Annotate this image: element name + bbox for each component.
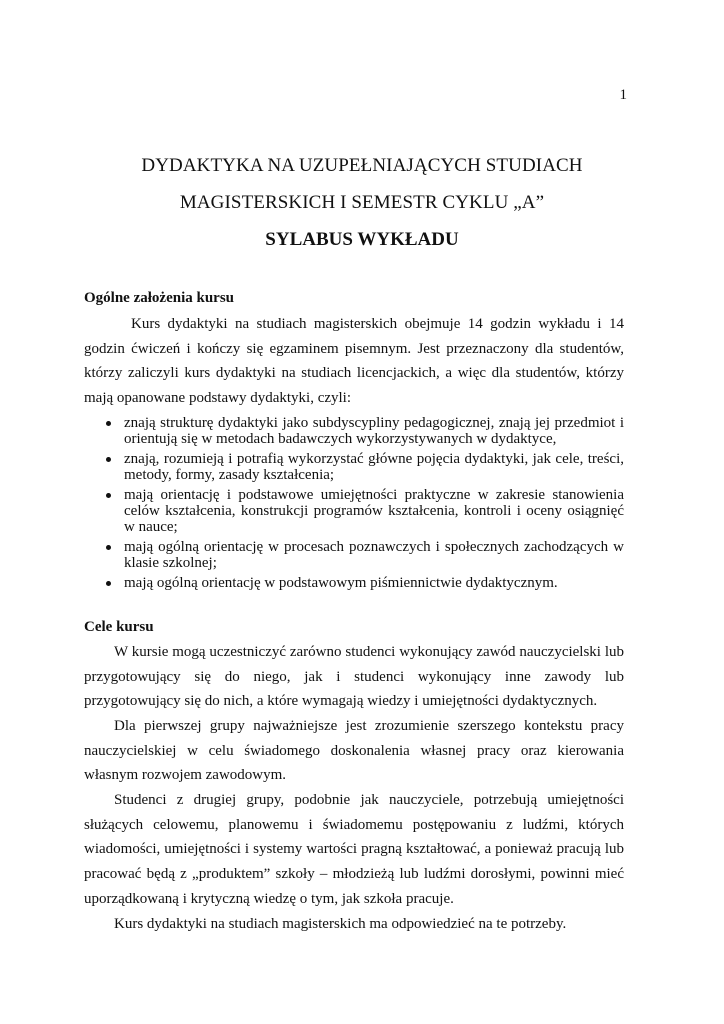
list-item (84, 575, 624, 591)
spacer (84, 595, 624, 617)
bullet-list (84, 415, 624, 591)
goals-paragraph-1: W kursie mogą uczestniczyć zarówno studenci wykonujący zawód nauczycielski lub przygotowujący się do niego, jak i studenci wykonujący inne zawody lub przygotowujący się do nich, a które wymagają wiedzy i umiejętności dydaktycznych. (84, 643, 624, 710)
list-item-text: mają ogólną orientację w podstawowym piśmiennictwie dydaktycznym. (124, 574, 558, 591)
list-item (84, 539, 624, 571)
bullet-icon (106, 581, 111, 586)
list-item (84, 451, 624, 483)
page-number: 1 (619, 87, 627, 103)
list-item-text: mają ogólną orientację w procesach poznawczych i społecznych zachodzących w klasie szkolnej; (124, 538, 624, 571)
list-item-text: znają strukturę dydaktyki jako subdyscypliny pedagogicznej, znają jej przedmiot i orientują się w metodach badawczych wykorzystywanych w dydaktyce, (124, 414, 624, 447)
document-content (84, 288, 624, 936)
bullet-icon (106, 457, 111, 462)
bullet-icon (106, 421, 111, 426)
goals-paragraph-3: Studenci z drugiej grupy, podobnie jak nauczyciele, potrzebują umiejętności służących celowemu, planowemu i świadomemu postępowaniu z ludźmi, których wiadomości, umiejętności i systemy wartości pragną kształtować, a ponieważ pracują lub pracować będą z „produktem” szkoły – młodzieżą lub ludźmi dorosłymi, powinni mieć uporządkowaną i krytyczną wiedzę o tym, jak szkoła pracuje. (84, 792, 624, 907)
list-item-text: znają, rozumieją i potrafią wykorzystać główne pojęcia dydaktyki, jak cele, treści, metody, formy, zasady kształcenia; (124, 450, 624, 483)
title-line-1: DYDAKTYKA NA UZUPEŁNIAJĄCYCH STUDIACH (141, 155, 583, 176)
title-block (80, 156, 644, 250)
bullet-icon (106, 545, 111, 550)
goals-paragraph-4: Kurs dydaktyki na studiach magisterskich ma odpowiedzieć na te potrzeby. (114, 915, 567, 932)
list-item (84, 415, 624, 447)
bullet-icon (106, 493, 111, 498)
subtitle: SYLABUS WYKŁADU (265, 229, 459, 250)
title-line-2: MAGISTERSKICH I SEMESTR CYKLU „A” (179, 192, 545, 213)
goals-paragraph-2: Dla pierwszej grupy najważniejsze jest zrozumienie szerszego kontekstu pracy nauczycielskiej w celu świadomego doskonalenia własnej pracy oraz kierowania własnym rozwojem zawodowym. (84, 717, 624, 784)
section-heading-goals: Cele kursu (84, 618, 154, 635)
section-heading-assumptions: Ogólne założenia kursu (84, 290, 235, 306)
list-item (84, 487, 624, 535)
intro-paragraph: Kurs dydaktyki na studiach magisterskich obejmuje 14 godzin wykładu i 14 godzin ćwiczeń i kończy się egzaminem pisemnym. Jest przeznaczony dla studentów, którzy zaliczyli kurs dydaktyki na studiach licencjackich, a więc dla studentów, którzy mają opanowane podstawy dydaktyki, czyli: (84, 316, 624, 407)
list-item-text: mają orientację i podstawowe umiejętności praktyczne w zakresie stanowienia celów kształcenia, konstrukcji programów kształcenia, kontroli i oceny osiągnięć w nauce; (124, 486, 624, 535)
